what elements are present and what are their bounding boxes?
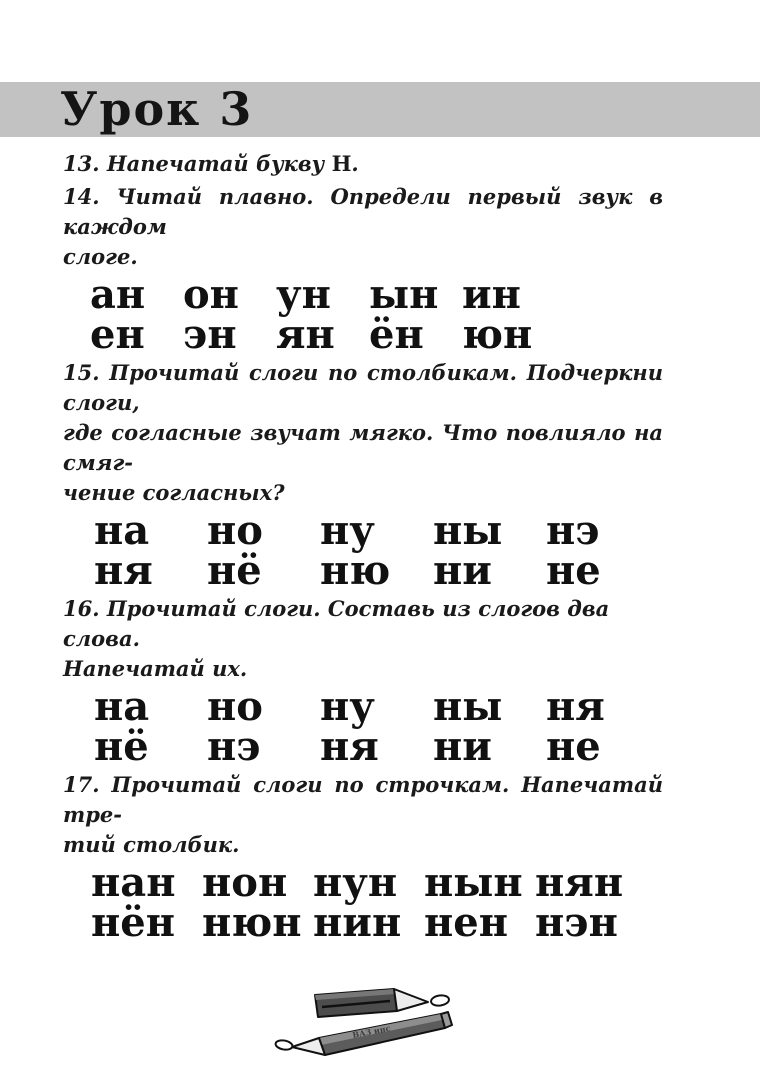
syllable: ни <box>433 547 492 594</box>
exercise-17-line-1: 17. Прочитай слоги по строчкам. Напечатай тре- <box>63 772 663 827</box>
syllable: но <box>207 507 263 554</box>
pencils-illustration <box>273 981 483 1071</box>
syllable: ён <box>369 311 424 358</box>
syllable: нян <box>535 859 624 906</box>
syllable: эн <box>183 311 237 358</box>
target-letter: Н <box>331 151 352 176</box>
exercise-16-line-1: 16. Прочитай слоги. Составь из слогов два слова. <box>63 596 610 651</box>
syllable: но <box>207 683 263 730</box>
syllable: ны <box>433 507 503 554</box>
exercise-17-line-2: тий столбик. <box>63 832 240 857</box>
syllable-row <box>63 723 760 770</box>
page-top-margin <box>0 0 760 82</box>
syllable: ну <box>320 683 375 730</box>
syllable: нун <box>313 859 398 906</box>
exercise-14-line-1: 14. Читай плавно. Определи первый звук в каждом <box>63 184 663 239</box>
syllable-table-17 <box>63 859 760 946</box>
syllable: нэн <box>535 899 618 946</box>
syllable-table-15 <box>63 507 760 594</box>
syllable: ын <box>369 271 439 318</box>
syllable-row <box>63 899 760 946</box>
syllable: на <box>94 507 150 554</box>
syllable: ну <box>320 507 375 554</box>
syllable: ян <box>276 311 335 358</box>
syllable-row <box>63 683 760 730</box>
syllable: не <box>546 547 601 594</box>
syllable-row <box>63 859 760 906</box>
exercise-16-text <box>63 594 663 684</box>
syllable-row <box>63 547 760 594</box>
syllable: нё <box>94 723 149 770</box>
syllable: юн <box>462 311 533 358</box>
pencil-icon <box>315 989 450 1017</box>
syllable: нюн <box>202 899 302 946</box>
syllable: нан <box>91 859 176 906</box>
syllable: ны <box>433 683 503 730</box>
syllable: нын <box>424 859 523 906</box>
page-content <box>0 137 760 1071</box>
syllable: нё <box>207 547 262 594</box>
syllable: нон <box>202 859 288 906</box>
syllable-row <box>63 311 760 358</box>
pencil-icon <box>275 1012 452 1055</box>
exercise-14-line-2: слоге. <box>63 244 138 269</box>
syllable: ун <box>276 271 331 318</box>
syllable: ен <box>90 311 145 358</box>
syllable: ин <box>462 271 521 318</box>
syllable: ню <box>320 547 391 594</box>
syllable: ня <box>546 683 605 730</box>
lesson-title: Урок 3 <box>60 82 254 136</box>
syllable-table-16 <box>63 683 760 770</box>
syllable: нэ <box>207 723 261 770</box>
syllable: ня <box>320 723 379 770</box>
syllable: нен <box>424 899 509 946</box>
exercise-17-text <box>63 770 663 860</box>
syllable: нин <box>313 899 402 946</box>
exercise-13-text <box>63 149 663 179</box>
exercise-15-line-3: чение согласных? <box>63 480 285 505</box>
syllable: нэ <box>546 507 600 554</box>
syllable: он <box>183 271 239 318</box>
syllable-row <box>63 507 760 554</box>
syllable: ни <box>433 723 492 770</box>
exercise-13-instruction: 13. Напечатай букву <box>63 151 332 176</box>
syllable: ня <box>94 547 153 594</box>
syllable-row <box>63 271 760 318</box>
exercise-13-period: . <box>351 151 359 176</box>
syllable: нён <box>91 899 176 946</box>
exercise-14-text <box>63 182 663 272</box>
lesson-header-bar <box>0 82 760 137</box>
syllable: ан <box>90 271 146 318</box>
syllable-table-14 <box>63 271 760 358</box>
pencil-marking-label: ВАЗ инс <box>351 1022 392 1040</box>
exercise-15-line-1: 15. Прочитай слоги по столбикам. Подчеркни слоги, <box>63 360 663 415</box>
exercise-15-text <box>63 358 663 508</box>
exercise-16-line-2: Напечатай их. <box>63 656 248 681</box>
exercise-15-line-2: где согласные звучат мягко. Что повлияло на смяг- <box>63 420 663 475</box>
syllable: на <box>94 683 150 730</box>
syllable: не <box>546 723 601 770</box>
